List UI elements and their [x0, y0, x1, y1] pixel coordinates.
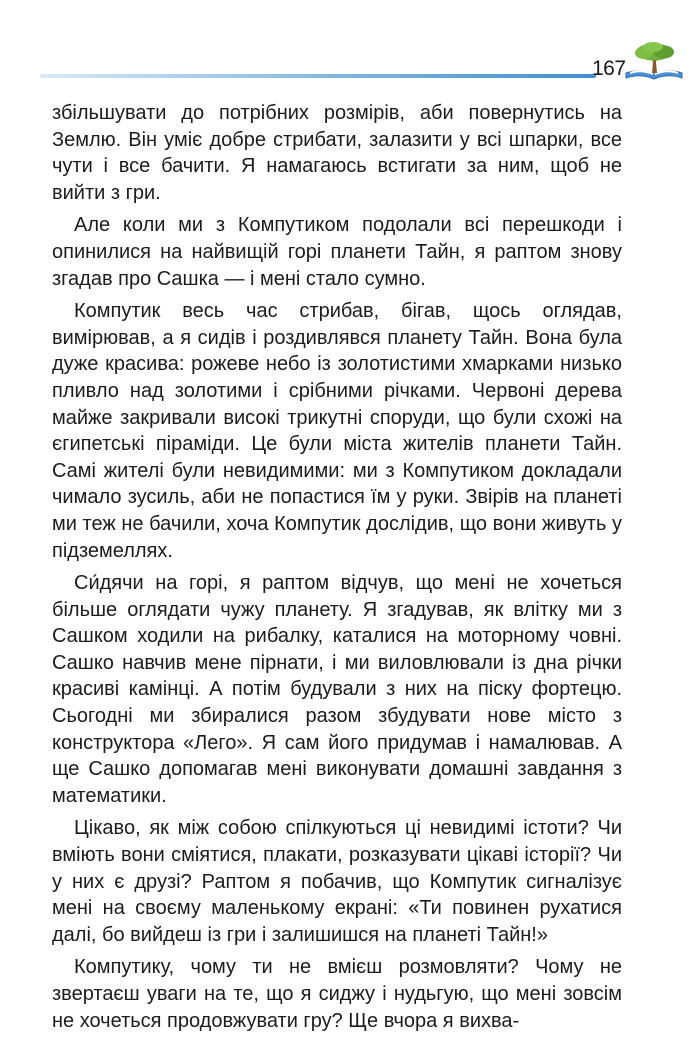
paragraph-6: Компутику, чому ти не вмієш розмовляти? Чому не звертаєш уваги на те, що я сиджу і нудьгую, що мені зовсім не хочеться продовжувати гру? Ще вчора я вихва- — [52, 956, 622, 1032]
book-tree-icon — [622, 40, 686, 82]
header-rule — [40, 74, 596, 78]
paragraph-5: Цікаво, як між собою спілкуються ці невидимі істоти? Чи вміють вони сміятися, плакати, розказувати цікаві історії? Чи у них є друзі? Раптом я побачив, що Компутик сигналізує мені на своєму маленькому екрані: «Ти повинен рухатися далі, бо вийдеш із гри і залишишся на планеті Тайн!» — [52, 817, 622, 946]
paragraph-1: збільшувати до потрібних розмірів, аби повернутись на Землю. Він уміє добре стрибати, залазити у всі шпарки, все чути і все бачити. Я намагаюсь встигати за ним, щоб не вийти з гри. — [52, 102, 622, 204]
text-body — [52, 100, 622, 1040]
paragraph-3: Компутик весь час стрибав, бігав, щось оглядав, вимірював, а я сидів і роздивлявся планету Тайн. Вона була дуже красива: рожеве небо із золотистими хмарками низько пливло над золотими і срібними річками. Червоні дерева майже закривали високі трикутні споруди, що були схожі на єгипетські піраміди. Це були міста жителів планети Тайн. Самі жителі були невидимими: ми з Компутиком докладали чимало зусиль, аби не попастися їм у руки. Звірів на планеті ми теж не бачили, хоча Компутик дослідив, що вони живуть у підземеллях. — [52, 300, 622, 562]
paragraph-2: Але коли ми з Компутиком подолали всі перешкоди і опинилися на найвищій горі планети Тайн, я раптом знову згадав про Сашка — і мені стало сумно. — [52, 214, 622, 290]
paragraph-4: Си́дячи на горі, я раптом відчув, що мені не хочеться більше оглядати чужу планету. Я згадував, як влітку ми з Сашком ходили на рибалку, каталися на моторному човні. Сашко навчив мене пірнати, і ми виловлювали із дна річки красиві камінці. А потім будували з них на піску фортецю. Сьогодні ми збиралися разом збудувати нове місто з конструктора «Лего». Я сам його придумав і намалював. А ще Сашко допомагав мені виконувати домашні завдання з математики. — [52, 572, 622, 807]
page-number: 167 — [592, 57, 626, 80]
